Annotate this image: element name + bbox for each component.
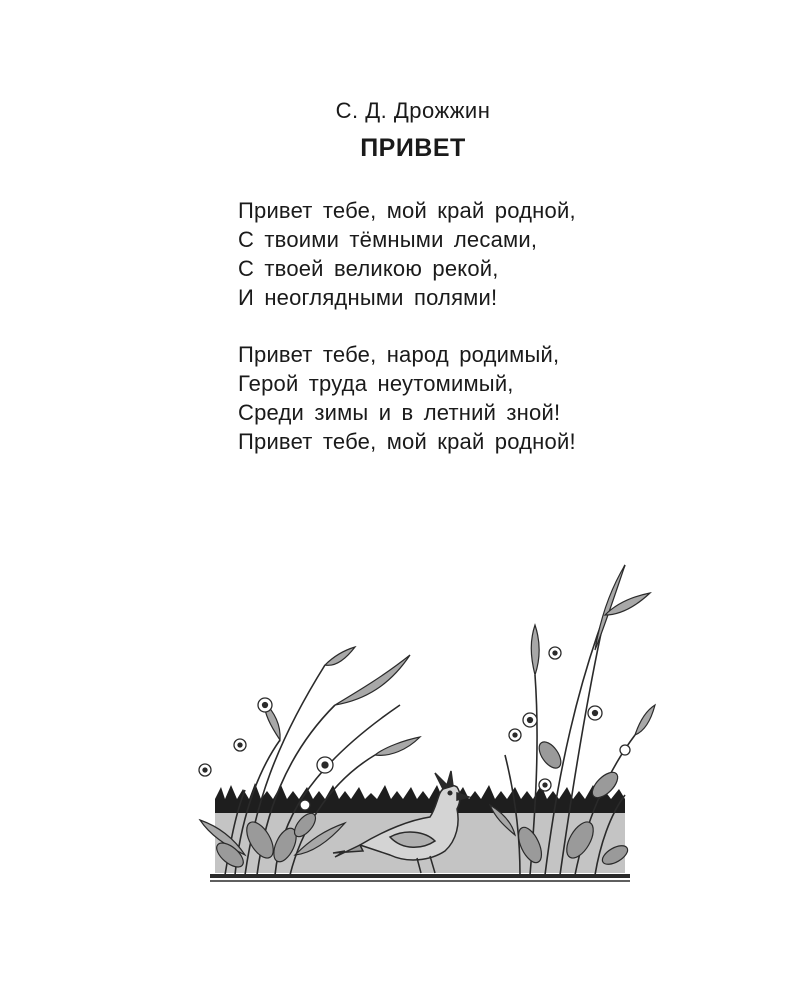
poem-body: [238, 196, 576, 456]
poem-line: Герой труда неутомимый,: [238, 371, 514, 396]
poem-line: И неоглядными полями!: [238, 285, 498, 310]
poem-line: С твоей великою рекой,: [238, 256, 499, 281]
stanza-2: [238, 340, 576, 456]
poem-title: ПРИВЕТ: [360, 134, 466, 162]
poem-line: Среди зимы и в летний зной!: [238, 400, 561, 425]
poem-line: Привет тебе, народ родимый,: [238, 342, 560, 367]
stanza-1: [238, 196, 576, 312]
forest-silhouette: [215, 783, 625, 813]
bird-in-meadow-illustration: [185, 555, 660, 890]
poem-line: С твоими тёмными лесами,: [238, 227, 538, 252]
poem-author: С. Д. Дрожжин: [335, 98, 491, 123]
bird-crest: [435, 771, 453, 789]
poem-line: Привет тебе, мой край родной!: [238, 429, 576, 454]
bird-eye: [448, 791, 452, 795]
poem-line: Привет тебе, мой край родной,: [238, 198, 576, 223]
